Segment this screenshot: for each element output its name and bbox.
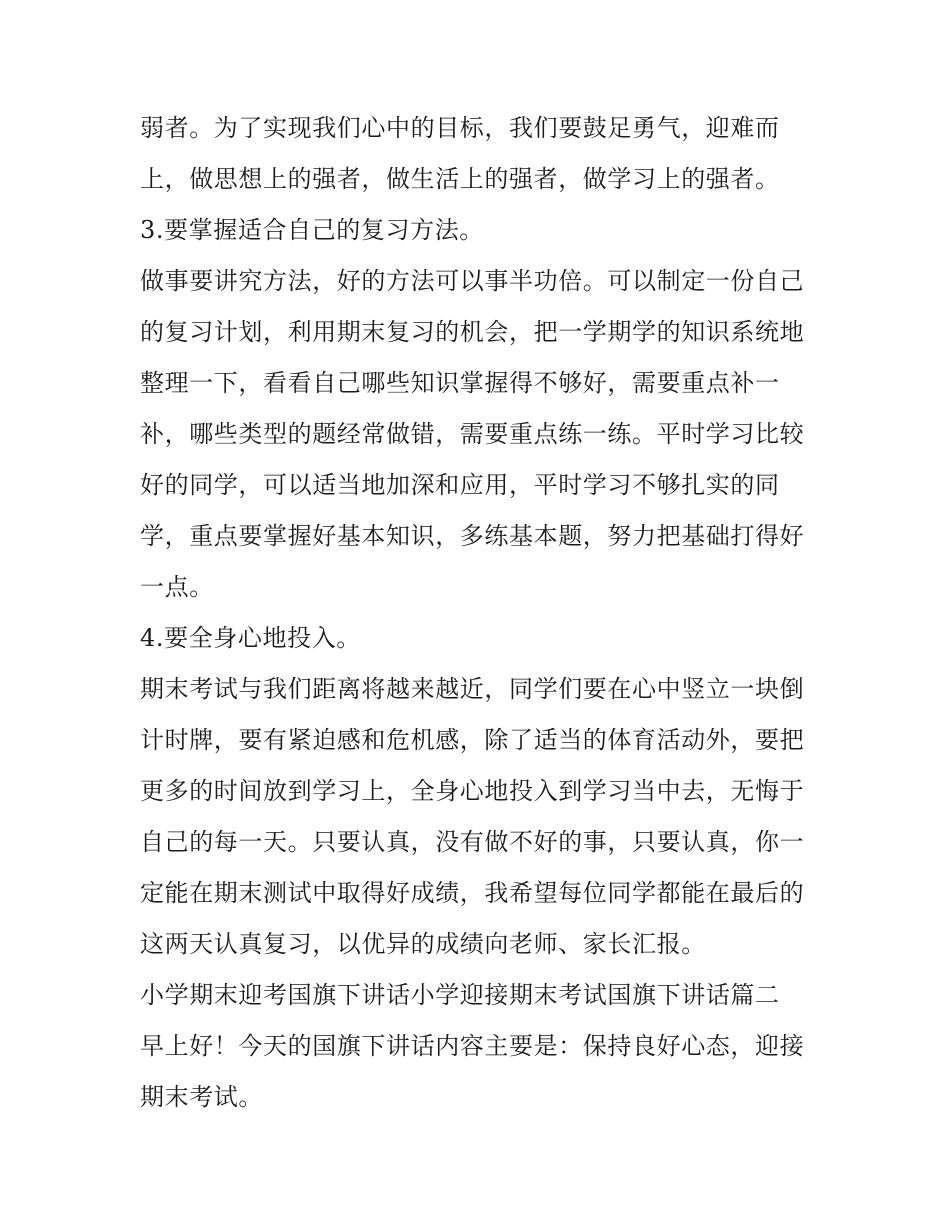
text-line: 弱者。为了实现我们心中的目标，我们要鼓足勇气，迎难而 [140,114,780,142]
text-line: 一点。 [140,573,214,601]
section-heading: 4.要全身心地投入。 [140,624,361,652]
text-line: 期末考试与我们距离将越来越近，同学们要在心中竖立一块倒 [140,675,805,703]
text-line: 做事要讲究方法，好的方法可以事半功倍。可以制定一份自己 [140,267,805,295]
text-line: 期末考试。 [140,1083,263,1111]
text-line: 的复习计划，利用期末复习的机会，把一学期学的知识系统地 [140,318,805,346]
text-line: 早上好！今天的国旗下讲话内容主要是：保持良好心态，迎接 [140,1032,805,1060]
document-body [140,103,820,1123]
text-line: 自己的每一天。只要认真，没有做不好的事，只要认真，你一 [140,828,805,856]
text-line: 这两天认真复习，以优异的成绩向老师、家长汇报。 [140,930,706,958]
text-line: 补，哪些类型的题经常做错，需要重点练一练。平时学习比较 [140,420,805,448]
text-line: 定能在期末测试中取得好成绩，我希望每位同学都能在最后的 [140,879,805,907]
text-line: 学，重点要掌握好基本知识，多练基本题，努力把基础打得好 [140,522,805,550]
text-line: 更多的时间放到学习上，全身心地投入到学习当中去，无悔于 [140,777,805,805]
section-heading: 3.要掌握适合自己的复习方法。 [140,216,484,244]
text-line: 整理一下，看看自己哪些知识掌握得不够好，需要重点补一 [140,369,780,397]
article-title: 小学期末迎考国旗下讲话小学迎接期末考试国旗下讲话篇二 [140,981,780,1009]
text-line: 上，做思想上的强者，做生活上的强者，做学习上的强者。 [140,165,780,193]
text-line: 计时牌，要有紧迫感和危机感，除了适当的体育活动外，要把 [140,726,805,754]
text-line: 好的同学，可以适当地加深和应用，平时学习不够扎实的同 [140,471,780,499]
